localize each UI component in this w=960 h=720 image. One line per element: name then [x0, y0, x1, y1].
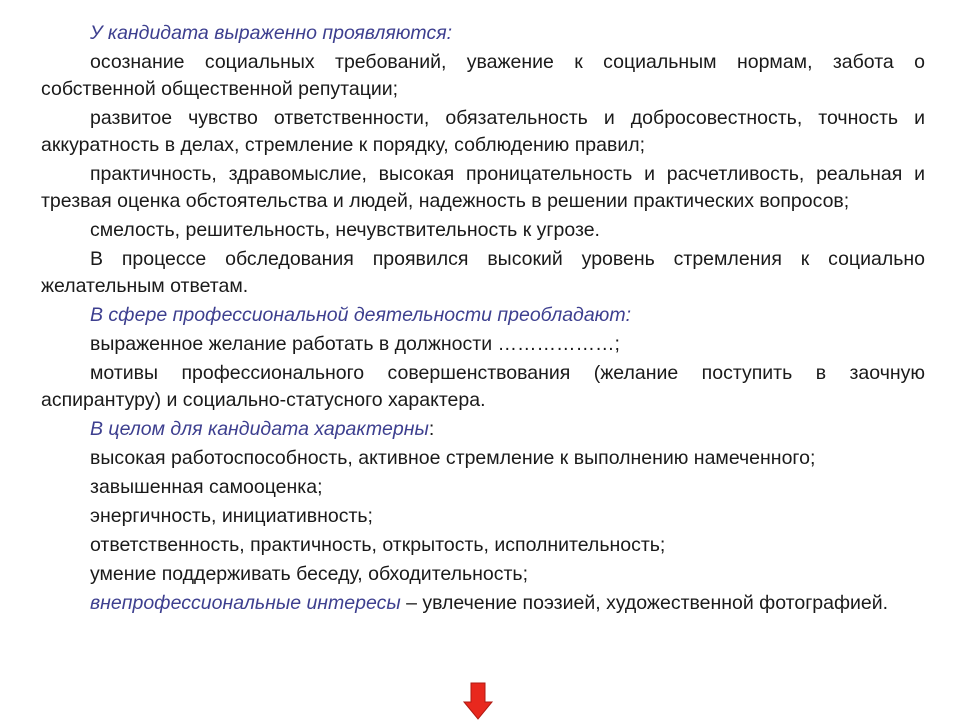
section-heading-general-text: В целом для кандидата характерны — [90, 418, 429, 440]
section-heading-general-colon: : — [428, 418, 435, 440]
section-heading-professional: В сфере профессиональной деятельности преобладают: — [90, 304, 631, 326]
list-item: умение поддерживать беседу, обходительность; — [90, 563, 529, 585]
list-item: практичность, здравомыслие, высокая проницательность и расчетливость, реальная и трезвая оценка обстоятельства и людей, надежность в решении практических вопросов; — [41, 163, 925, 212]
final-item — [41, 590, 925, 617]
arrow-down-icon[interactable] — [462, 682, 494, 720]
arrow-down-shape — [464, 683, 492, 719]
list-item: завышенная самооценка; — [90, 476, 323, 498]
list-item: осознание социальных требований, уважение к социальным нормам, забота о собственной общественной репутации; — [41, 51, 925, 100]
list-item: В процессе обследования проявился высокий уровень стремления к социально желательным ответам. — [41, 248, 925, 297]
section-heading-traits: У кандидата выраженно проявляются: — [90, 22, 453, 44]
final-item-label: внепрофессиональные интересы — [90, 592, 401, 614]
list-item: смелость, решительность, нечувствительность к угрозе. — [90, 219, 600, 241]
list-item: высокая работоспособность, активное стремление к выполнению намеченного; — [90, 447, 816, 469]
final-item-text: – увлечение поэзией, художественной фотографией. — [400, 592, 889, 614]
slide-body — [41, 20, 925, 619]
list-item: выраженное желание работать в должности ………………; — [90, 333, 620, 355]
list-item: ответственность, практичность, открытость, исполнительность; — [90, 534, 666, 556]
list-item: энергичность, инициативность; — [90, 505, 373, 527]
list-item: мотивы профессионального совершенствования (желание поступить в заочную аспирантуру) и социально-статусного характера. — [41, 362, 925, 411]
list-item: развитое чувство ответственности, обязательность и добросовестность, точность и аккуратность в делах, стремление к порядку, соблюдению правил; — [41, 107, 925, 156]
section-heading-general — [41, 416, 925, 443]
